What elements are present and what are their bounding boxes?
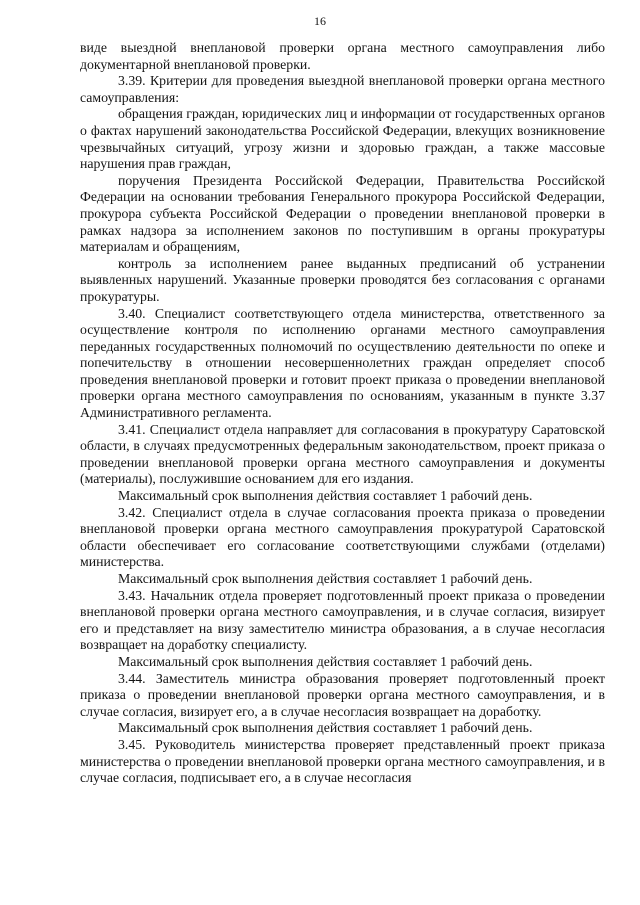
paragraph-3-44: 3.44. Заместитель министра образования проверяет подготовленный проект приказа о проведении внеплановой проверки органа местного самоуправления, и в случае согласия, визирует его, а в случае несогласия возвращает на доработку. bbox=[80, 670, 605, 719]
paragraph-criterion-control-of-orders: контроль за исполнением ранее выданных предписаний об устранении выявленных нарушений. Указанные проверки проводятся без согласования с органами прокуратуры. bbox=[80, 255, 605, 304]
paragraph-criterion-president-orders: поручения Президента Российской Федерации, Правительства Российской Федерации на основании требования Генерального прокурора Российской Федерации, прокурора субъекта Российской Федерации о проведении внеплановой проверки в рамках надзора за исполнением законов по поступившим в органы прокуратуры материалам и обращениям, bbox=[80, 172, 605, 255]
paragraph-3-40: 3.40. Специалист соответствующего отдела министерства, ответственного за осуществление контроля по исполнению органами местного самоуправления переданных государственных полномочий по осуществлению деятельности по опеке и попечительству в отношении несовершеннолетних граждан определяет способ проведения внеплановой проверки и готовит проект приказа о проведении внеплановой проверки органа местного самоуправления по основаниям, указанным в пункте 3.37 Административного регламента. bbox=[80, 305, 605, 421]
paragraph-max-term-2: Максимальный срок выполнения действия составляет 1 рабочий день. bbox=[118, 571, 533, 586]
paragraph-3-42: 3.42. Специалист отдела в случае согласования проекта приказа о проведении внеплановой проверки органа местного самоуправления прокуратурой Саратовской области обеспечивает его согласование соответствующими службами (отделами) министерства. bbox=[80, 504, 605, 570]
paragraph-3-45: 3.45. Руководитель министерства проверяет представленный проект приказа министерства о проведении внеплановой проверки органа местного самоуправления, и в случае согласия, подписывает его, а в случае несогласия bbox=[80, 736, 605, 786]
paragraph-max-term-3: Максимальный срок выполнения действия составляет 1 рабочий день. bbox=[118, 653, 533, 669]
paragraph-continuation: виде выездной внеплановой проверки органа местного самоуправления либо документарной внеплановой проверки. bbox=[80, 40, 605, 72]
paragraph-3-39: 3.39. Критерии для проведения выездной внеплановой проверки органа местного самоуправления: bbox=[80, 73, 605, 105]
paragraph-max-term-1: Максимальный срок выполнения действия составляет 1 рабочий день. bbox=[118, 488, 533, 504]
paragraph-max-term-4: Максимальный срок выполнения действия составляет 1 рабочий день. bbox=[118, 720, 533, 736]
paragraph-3-43: 3.43. Начальник отдела проверяет подготовленный проект приказа о проведении внеплановой проверки органа местного самоуправления, и в случае согласия, визирует его и представляет на визу заместителю министра образования, а в случае несогласия возвращает на доработку специалисту. bbox=[80, 587, 605, 653]
paragraph-criterion-citizen-appeals: обращения граждан, юридических лиц и информации от государственных органов о фактах нарушений законодательства Российской Федерации, влекущих возникновение чрезвычайных ситуаций, угрозу жизни и здоровью граждан, а также массовые нарушения прав граждан, bbox=[80, 106, 605, 172]
paragraph-3-41: 3.41. Специалист отдела направляет для согласования в прокуратуру Саратовской области, в случаях предусмотренных федеральным законодательством, проект приказа о проведении внеплановой проверки органа местного самоуправления и документы (материалы), послужившие основанием для его издания. bbox=[80, 421, 605, 487]
document-body bbox=[80, 40, 605, 787]
page-number: 16 bbox=[314, 14, 326, 28]
